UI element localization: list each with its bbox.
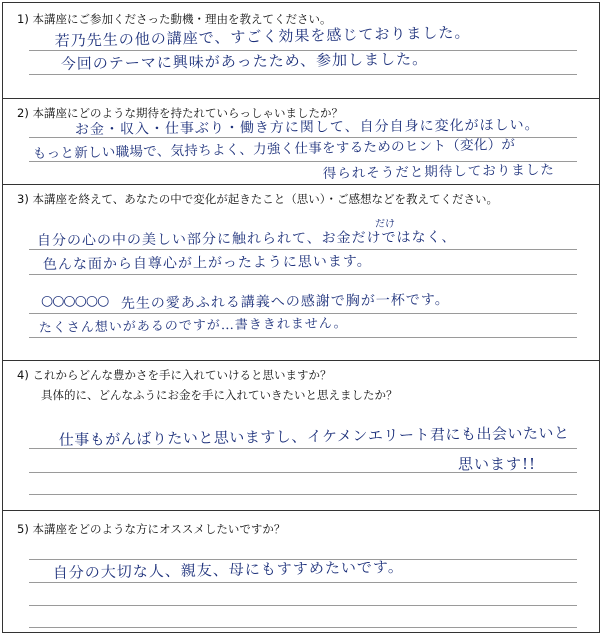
handwritten-answer-2-3: 得られそうだと期待しておりました — [322, 161, 555, 182]
handwritten-answer-1-1: 若乃先生の他の講座で、すごく効果を感じておりました。 — [54, 23, 471, 51]
section-2 — [3, 99, 599, 185]
handwritten-answer-4-1: 仕事もがんばりたいと思いますし、イケメンエリート君にも出会いたいと — [58, 423, 570, 450]
section-4 — [3, 361, 599, 511]
question-3: 3) 本講座を終えて、あなたの中で変化が起きたこと（思い）・ご感想などを教えてください。 — [17, 192, 498, 206]
question-4: 4) これからどんな豊かさを手に入れていけると思いますか？ — [17, 368, 332, 382]
question-2: 2) 本講座にどのような期待を持たれていらっしゃいましたか？ — [17, 106, 343, 120]
survey-form — [2, 2, 600, 633]
question-1: 1) 本講座にご参加くださった動機・理由を教えてください。 — [17, 12, 332, 26]
answer-rule — [29, 627, 577, 628]
section-3 — [3, 185, 599, 361]
answer-rule — [29, 274, 577, 275]
answer-rule — [29, 582, 577, 583]
answer-rule — [29, 74, 577, 75]
section-5 — [3, 511, 599, 634]
handwritten-answer-3-2: 色んな面から自尊心が上がったように思います。 — [42, 253, 372, 274]
answer-rule — [29, 605, 577, 606]
crossed-out-scribble: ○○○○○○ — [41, 293, 109, 309]
section-1 — [3, 3, 599, 99]
handwritten-answer-4-2: 思います!! — [458, 455, 537, 473]
answer-rule — [29, 337, 577, 338]
handwritten-answer-2-1: お金・収入・仕事ぶり・働き方に関して、自分自身に変化がほしい。 — [74, 117, 540, 139]
handwritten-answer-3-1: 自分の心の中の美しい部分に触れられて、お金だけではなく、 — [36, 229, 457, 250]
handwritten-answer-3-4: たくさん想いがあるのですが…書ききれません。 — [38, 316, 348, 336]
question-4-sub: 具体的に、どんなふうにお金を手に入れていきたいと思えましたか？ — [41, 388, 398, 402]
handwritten-answer-5-1: 自分の大切な人、親友、母にもすすめたいです。 — [52, 557, 404, 583]
handwritten-answer-2-2: もっと新しい職場で、気持ちよく、力強く仕事をするためのヒント（変化）が — [32, 136, 516, 162]
handwritten-insertion-note: だけ — [375, 219, 395, 230]
answer-rule — [29, 494, 577, 495]
question-5: 5) 本講座をどのような方にオススメしたいですか？ — [17, 522, 286, 536]
handwritten-answer-1-2: 今回のテーマに興味があったため、参加しました。 — [60, 49, 429, 74]
handwritten-answer-3-3: 先生の愛あふれる講義への感謝で胸が一杯です。 — [120, 291, 450, 313]
